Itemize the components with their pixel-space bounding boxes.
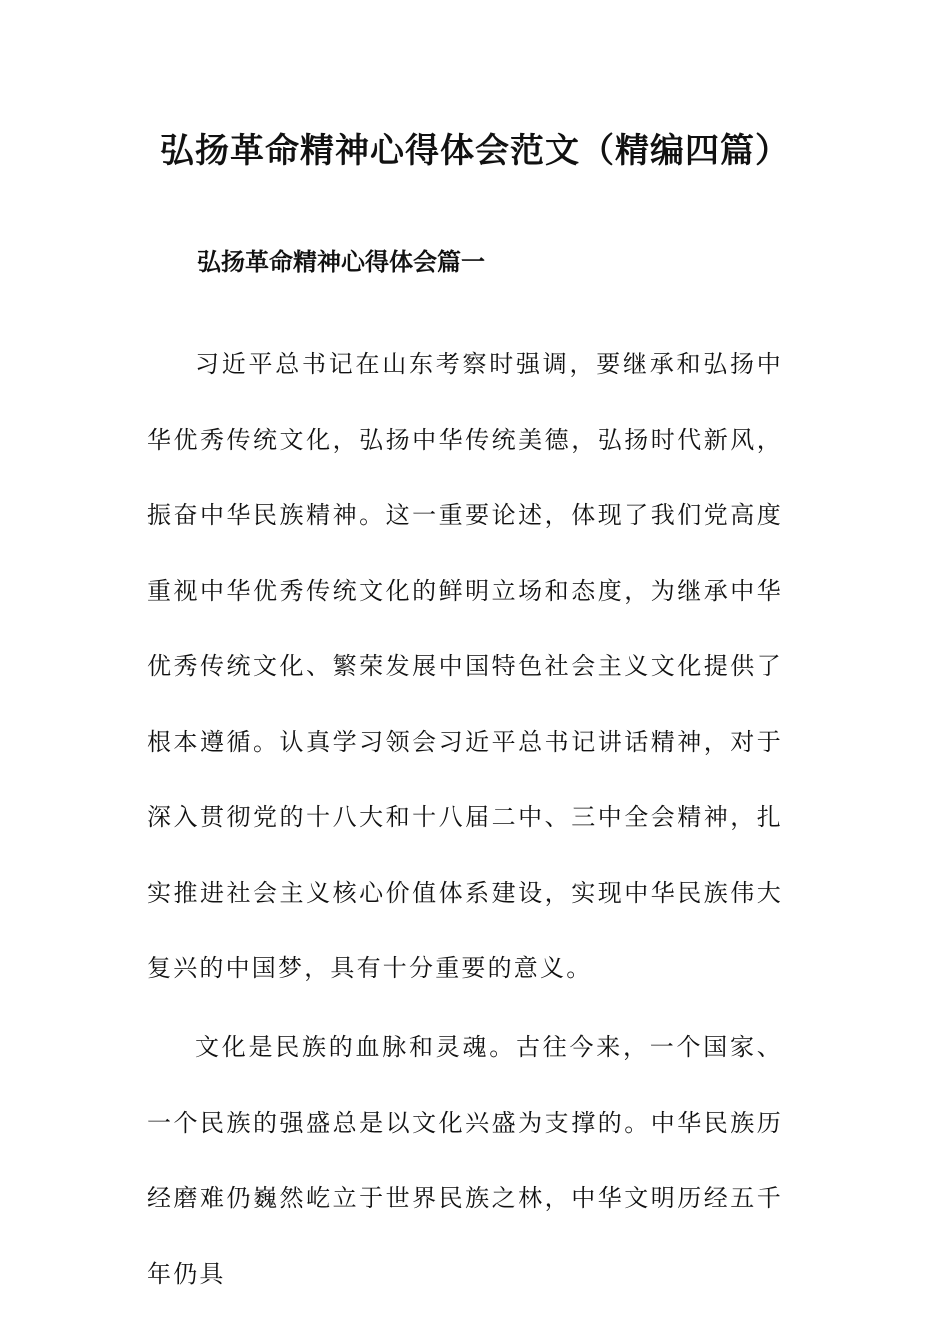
section-heading: 弘扬革命精神心得体会篇一: [197, 248, 485, 276]
document-title: 弘扬革命精神心得体会范文（精编四篇）: [160, 131, 790, 171]
body-paragraph: 习近平总书记在山东考察时强调，要继承和弘扬中华优秀传统文化，弘扬中华传统美德，弘扬时代新风，振奋中华民族精神。这一重要论述，体现了我们党高度重视中华优秀传统文化的鲜明立场和态度，为继承中华优秀传统文化、繁荣发展中国特色社会主义文化提供了根本遵循。认真学习领会习近平总书记讲话精神，对于深入贯彻党的十八大和十八届二中、三中全会精神，扎实推进社会主义核心价值体系建设，实现中华民族伟大复兴的中国梦，具有十分重要的意义。: [147, 350, 783, 982]
body-paragraph: 文化是民族的血脉和灵魂。古往今来，一个国家、一个民族的强盛总是以文化兴盛为支撑的。中华民族历经磨难仍巍然屹立于世界民族之林，中华文明历经五千年仍具: [147, 1033, 783, 1288]
